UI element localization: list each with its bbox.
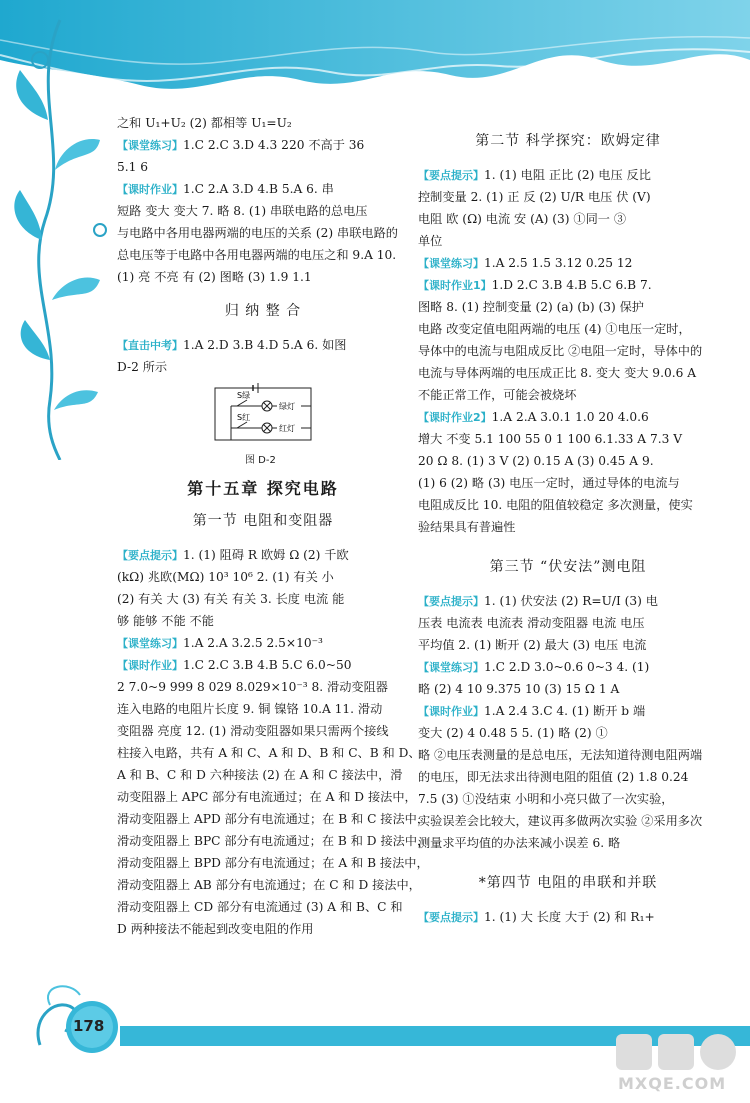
text-line: 的电压，即无法求出待测电阻的阻值 (2) 1.8 0.24 (418, 770, 689, 784)
text-line: 略 (2) 4 10 9.375 10 (3) 15 Ω 1 A (418, 682, 620, 696)
section-tag: 【课时作业】 (117, 183, 183, 196)
text-line: 电流与导体两端的电压成正比 8. 变大 变大 9.0.6 A (418, 366, 696, 380)
text-line: A 和 B、C 和 D 六种接法 (2) 在 A 和 C 接法中，滑 (117, 768, 403, 782)
answer-line: 【课堂练习】1.C 2.C 3.D 4.3 220 不高于 36 (117, 138, 365, 152)
text-line: D-2 所示 (117, 360, 168, 374)
answer-line: 【直击中考】1.A 2.D 3.B 4.D 5.A 6. 如图 (117, 338, 347, 352)
section-tag: 【要点提示】 (418, 169, 484, 182)
section-tag: 【要点提示】 (117, 549, 183, 562)
chapter-title: 第十五章 探究电路 (187, 479, 339, 498)
right-column (418, 112, 718, 928)
text-line: 5.1 6 (117, 160, 149, 174)
text-line: 增大 不变 5.1 100 55 0 1 100 6.1.33 A 7.3 V (418, 432, 683, 446)
text-line: (2) 有关 大 (3) 有关 有关 3. 长度 电流 能 (117, 592, 345, 606)
section-tag: 【直击中考】 (117, 339, 183, 352)
section-tag: 【要点提示】 (418, 911, 484, 924)
text-line: 控制变量 2. (1) 正 反 (2) U/R 电压 伏 (V) (418, 190, 651, 204)
text-line: 动变阻器上 APC 部分有电流通过；在 A 和 D 接法中， (117, 790, 417, 804)
text-line: 单位 (418, 234, 443, 248)
text-line: (kΩ) 兆欧(MΩ) 10³ 10⁶ 2. (1) 有关 小 (117, 570, 334, 584)
answer-line: 【课时作业】1.A 2.4 3.C 4. (1) 断开 b 端 (418, 704, 646, 718)
answer-line: 【要点提示】1. (1) 大 长度 大于 (2) 和 R₁+ (418, 910, 655, 924)
text-line: D 两种接法不能起到改变电阻的作用 (117, 922, 314, 936)
text-line: 电路 改变定值电阻两端的电压 (4) ①电压一定时， (418, 322, 691, 336)
text-line: 滑动变阻器上 APD 部分有电流通过；在 B 和 C 接法中， (117, 812, 430, 826)
text-line: 2 7.0~9 999 8 029 8.029×10⁻³ 8. 滑动变阻器 (117, 680, 388, 694)
section-tag: 【课堂练习】 (117, 637, 183, 650)
text-line: 变阻器 亮度 12. (1) 滑动变阻器如果只需两个接线 (117, 724, 389, 738)
section-heading: 第一节 电阻和变阻器 (192, 513, 334, 529)
vine-decoration (0, 0, 130, 460)
text-line: 电阻成反比 10. 电阻的阻值较稳定 多次测量，使实 (418, 498, 693, 512)
answer-line: 【课时作业】1.C 2.A 3.D 4.B 5.A 6. 串 (117, 182, 334, 196)
section-heading: 第二节 科学探究：欧姆定律 (475, 133, 661, 149)
text-line: 滑动变阻器上 BPD 部分有电流通过；在 A 和 B 接法中， (117, 856, 429, 870)
text-line: 实验误差会比较大，建议再多做两次实验 ②采用多次 (418, 814, 703, 828)
text-line: 图略 8. (1) 控制变量 (2) (a) (b) (3) 保护 (418, 300, 644, 314)
text-line: 滑动变阻器上 BPC 部分有电流通过；在 B 和 D 接法中， (117, 834, 430, 848)
switch-green-label: S绿 (237, 391, 251, 400)
answer-line: 【课堂练习】1.A 2.A 3.2.5 2.5×10⁻³ (117, 636, 323, 650)
figure-caption: 图 D-2 (245, 455, 276, 466)
watermark-text: MXQE.COM (618, 1074, 727, 1093)
answer-line: 【课堂练习】1.A 2.5 1.5 3.12 0.25 12 (418, 256, 633, 270)
text-line: 验结果具有普遍性 (418, 520, 516, 534)
text-line: 略 ②电压表测量的是总电压，无法知道待测电阻两端 (418, 748, 703, 762)
text-line: 柱接入电路，共有 A 和 C、A 和 D、B 和 C、B 和 D、 (117, 746, 421, 760)
section-tag: 【课时作业】 (418, 705, 484, 718)
circuit-diagram (209, 382, 319, 448)
text-line: 滑动变阻器上 CD 部分有电流通过 (3) A 和 B、C 和 (117, 900, 403, 914)
text-line: (1) 6 (2) 略 (3) 电压一定时，通过导体的电流与 (418, 476, 680, 490)
circuit-figure (117, 378, 409, 468)
answer-line: 【课堂练习】1.C 2.D 3.0~0.6 0~3 4. (1) (418, 660, 650, 674)
section-tag: 【课时作业】 (117, 659, 183, 672)
text-line: 7.5 (3) ①没结束 小明和小亮只做了一次实验， (418, 792, 674, 806)
answer-line: 【课时作业】1.C 2.C 3.B 4.B 5.C 6.0~50 (117, 658, 352, 672)
text-line: 总电压等于电路中各用电器两端的电压之和 9.A 10. (117, 248, 397, 262)
text-line: 测量求平均值的办法来减小误差 6. 略 (418, 836, 621, 850)
text-line: 电阻 欧 (Ω) 电流 安 (A) (3) ①同一 ③ (418, 212, 627, 226)
section-tag: 【课时作业1】 (418, 279, 492, 292)
text-line: 压表 电流表 电流表 滑动变阻器 电流 电压 (418, 616, 645, 630)
answer-line: 【要点提示】1. (1) 电阻 正比 (2) 电压 反比 (418, 168, 651, 182)
text-line: 够 能够 不能 不能 (117, 614, 214, 628)
text-line: 平均值 2. (1) 断开 (2) 最大 (3) 电压 电流 (418, 638, 647, 652)
text-line: (1) 亮 不亮 有 (2) 图略 (3) 1.9 1.1 (117, 270, 312, 284)
text-line: 变大 (2) 4 0.48 5 5. (1) 略 (2) ① (418, 726, 608, 740)
text-line: 之和 U₁+U₂ (2) 都相等 U₁=U₂ (117, 116, 292, 130)
section-tag: 【要点提示】 (418, 595, 484, 608)
red-lamp-label: 红灯 (279, 424, 295, 433)
text-line: 滑动变阻器上 AB 部分有电流通过；在 C 和 D 接法中， (117, 878, 421, 892)
text-line: 20 Ω 8. (1) 3 V (2) 0.15 A (3) 0.45 A 9. (418, 454, 654, 468)
section-tag: 【课时作业2】 (418, 411, 492, 424)
section-tag: 【课堂练习】 (418, 257, 484, 270)
text-line: 导体中的电流与电阻成反比 ②电阻一定时，导体中的 (418, 344, 703, 358)
section-heading: *第四节 电阻的串联和并联 (478, 875, 658, 891)
text-line: 连入电路的电阻片长度 9. 铜 镍铬 10.A 11. 滑动 (117, 702, 383, 716)
section-tag: 【课堂练习】 (418, 661, 484, 674)
section-heading: 第三节 “伏安法”测电阻 (489, 559, 647, 575)
answer-line: 【要点提示】1. (1) 伏安法 (2) R=U/I (3) 电 (418, 594, 658, 608)
green-lamp-label: 绿灯 (279, 402, 295, 411)
text-line: 不能正常工作，可能会被烧坏 (418, 388, 577, 402)
page-number: 178 (73, 1017, 105, 1035)
section-heading: 归 纳 整 合 (224, 303, 302, 319)
left-column (117, 112, 430, 940)
section-tag: 【课堂练习】 (117, 139, 183, 152)
text-line: 与电路中各用电器两端的电压的关系 (2) 串联电路的 (117, 226, 398, 240)
switch-red-label: S红 (237, 413, 251, 422)
answer-line: 【课时作业2】1.A 2.A 3.0.1 1.0 20 4.0.6 (418, 410, 649, 424)
text-line: 短路 变大 变大 7. 略 8. (1) 串联电路的总电压 (117, 204, 368, 218)
answer-line: 【要点提示】1. (1) 阻碍 R 欧姆 Ω (2) 千欧 (117, 548, 349, 562)
answer-line: 【课时作业1】1.D 2.C 3.B 4.B 5.C 6.B 7. (418, 278, 652, 292)
